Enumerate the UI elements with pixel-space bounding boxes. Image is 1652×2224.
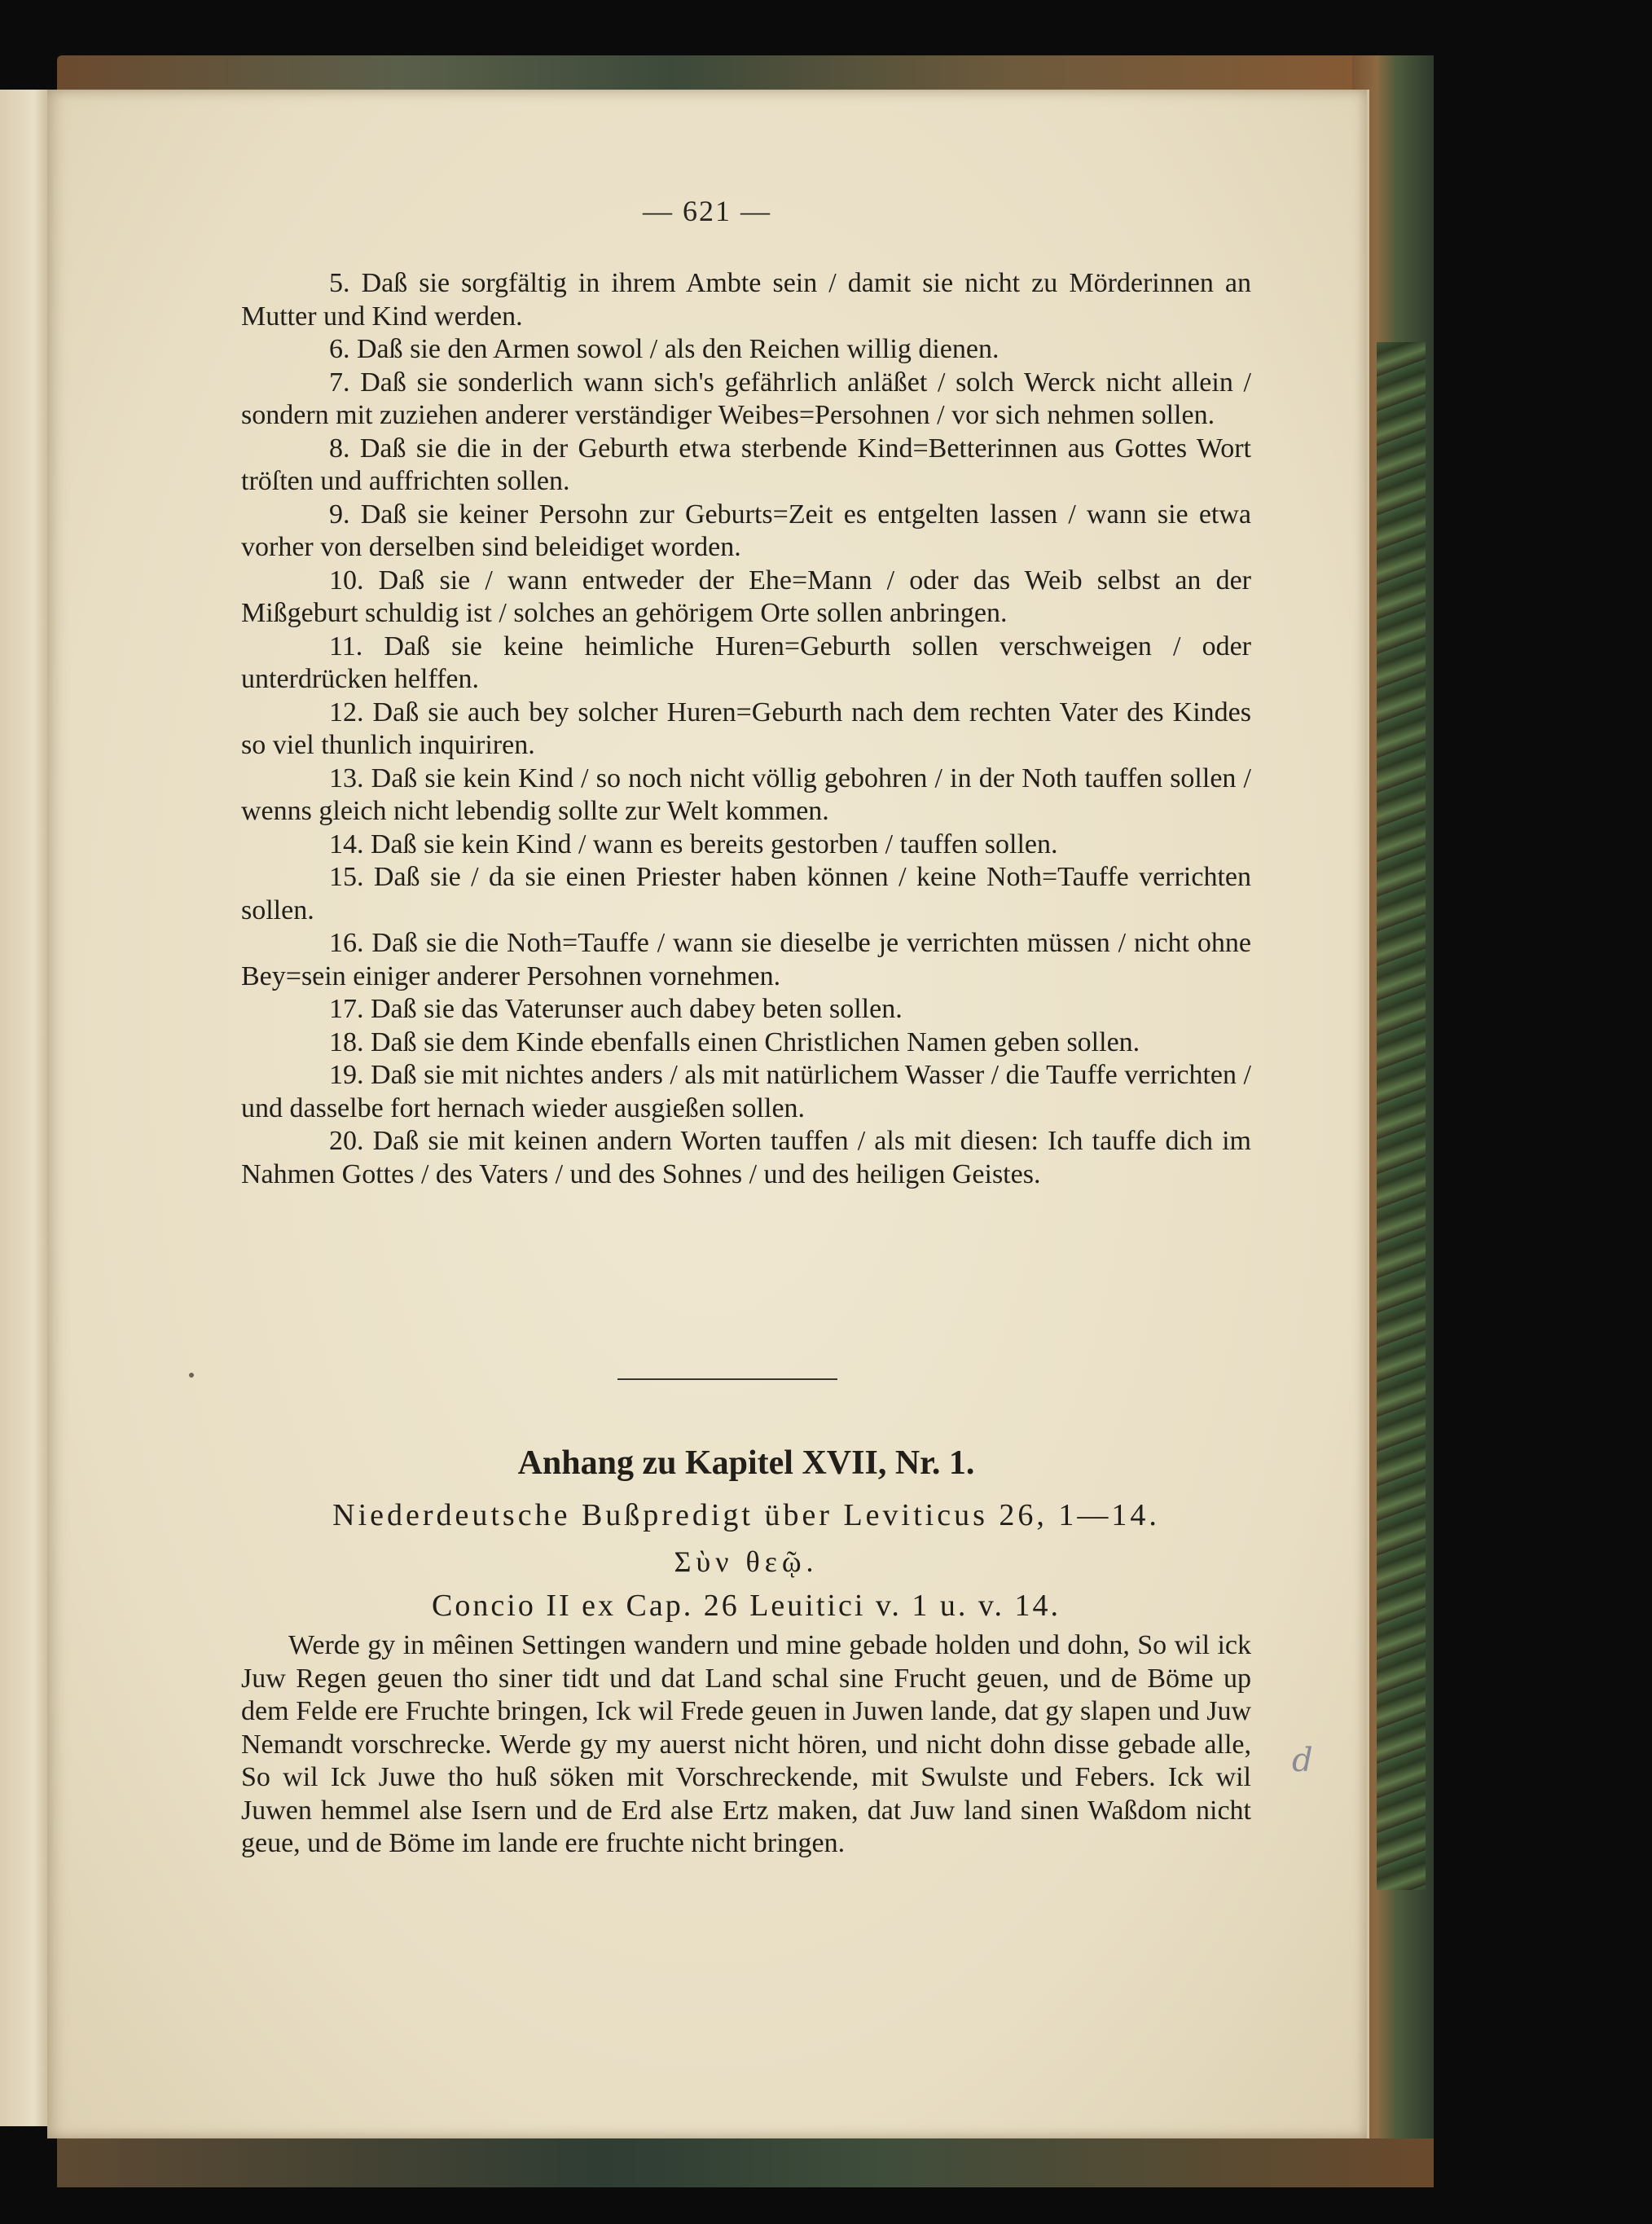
ordinance-item: 14. Daß sie kein Kind / wann es bereits gestorben / tauffen sollen. [329, 829, 1058, 859]
ordinance-item: 7. Daß sie sonderlich wann sich's gefährlich anläßet / solch Werck nicht allein / sondern mit zuziehen anderer verständiger Weibes=Persohnen / vor sich nehmen sollen. [241, 367, 1251, 430]
ink-speck [189, 1373, 194, 1378]
appendix-heading: Anhang zu Kapitel XVII, Nr. 1. [517, 1444, 975, 1482]
pencil-margin-note: d [1292, 1742, 1313, 1779]
ordinance-item: 20. Daß sie mit keinen andern Worten tauffen / als mit diesen: Ich tauffe dich im Nahmen Gottes / des Vaters / und des Sohnes / und des heiligen Geistes. [241, 1126, 1251, 1189]
book-cover-bottom [57, 2138, 1434, 2187]
ordinance-item: 18. Daß sie dem Kinde ebenfalls einen Christlichen Namen geben sollen. [329, 1026, 1140, 1057]
ordinance-item: 16. Daß sie die Noth=Tauffe / wann sie dieselbe je verrichten müssen / nicht ohne Bey=sein einiger anderer Persohnen vornehmen. [241, 928, 1251, 991]
marbled-endpaper [1377, 342, 1426, 1890]
ordinance-item: 17. Daß sie das Vaterunser auch dabey beten sollen. [329, 994, 903, 1024]
ordinance-item: 12. Daß sie auch bey solcher Huren=Geburth nach dem rechten Vater des Kindes so viel thunlich inquiriren. [241, 697, 1251, 760]
appendix-concio-line: Concio II ex Cap. 26 Leuitici v. 1 u. v. 14. [432, 1589, 1061, 1623]
page-number: — 621 — [643, 195, 771, 227]
ordinance-item: 5. Daß sie sorgfältig in ihrem Ambte sein / damit sie nicht zu Mörderinnen an Mutter und Kind werden. [241, 268, 1251, 332]
appendix-body: Werde gy in mêinen Settingen wandern und mine gebade holden und dohn, So wil ick Juw Regen geuen tho siner tidt und dat Land schal sine Frucht geuen, und de Böme up dem Felde ere Fruchte bringen, Ick wil Frede geuen in Juwen lande, dat gy slapen und Juw Nemandt vorschrecke. Werde gy my auerst nicht hören, und nicht dohn disse gebade alle, So wil Ick Juwe tho huß söken mit Vorschreckende, mit Swulste und Febers. Ick wil Juwen hemmel alse Isern und de Erd alse Ertz maken, dat Juw land sinen Waßdom nicht geue, und de Böme im lande ere fruchte nicht bringen. [241, 1630, 1251, 1858]
ordinance-item: 6. Daß sie den Armen sowol / als den Reichen willig dienen. [329, 334, 1000, 364]
appendix-section [241, 1442, 1251, 1861]
appendix-subtitle: Niederdeutsche Bußpredigt über Leviticus 26, 1—14. [332, 1498, 1160, 1532]
ordinance-item: 11. Daß sie keine heimliche Huren=Geburth sollen verschweigen / oder unterdrücken helffen. [241, 631, 1251, 694]
appendix-greek-motto: Σὺν θεῷ. [674, 1545, 819, 1578]
ordinance-item: 15. Daß sie / da sie einen Priester haben können / keine Noth=Tauffe verrichten sollen. [241, 862, 1251, 925]
ordinance-item: 19. Daß sie mit nichtes anders / als mit natürlichem Wasser / die Tauffe verrichten / und dasselbe fort hernach wieder ausgießen sollen. [241, 1060, 1251, 1123]
facing-page-edge [0, 90, 49, 2126]
ordinance-item: 10. Daß sie / wann entweder der Ehe=Mann / oder das Weib selbst an der Mißgeburt schuldig ist / solches an gehörigem Orte sollen anbringen. [241, 565, 1251, 628]
ordinance-item: 8. Daß sie die in der Geburth etwa sterbende Kind=Betterinnen aus Gottes Wort tröſten und auffrichten sollen. [241, 433, 1251, 496]
section-divider [617, 1378, 837, 1380]
book-page [47, 90, 1369, 2138]
ordinance-item: 13. Daß sie kein Kind / so noch nicht völlig gebohren / in der Noth tauffen sollen / wenns gleich nicht lebendig sollte zur Welt kommen. [241, 763, 1251, 826]
ordinance-list [241, 267, 1251, 1191]
ordinance-item: 9. Daß sie keiner Persohn zur Geburts=Zeit es entgelten lassen / wann sie etwa vorher von derselben sind beleidiget worden. [241, 499, 1251, 562]
